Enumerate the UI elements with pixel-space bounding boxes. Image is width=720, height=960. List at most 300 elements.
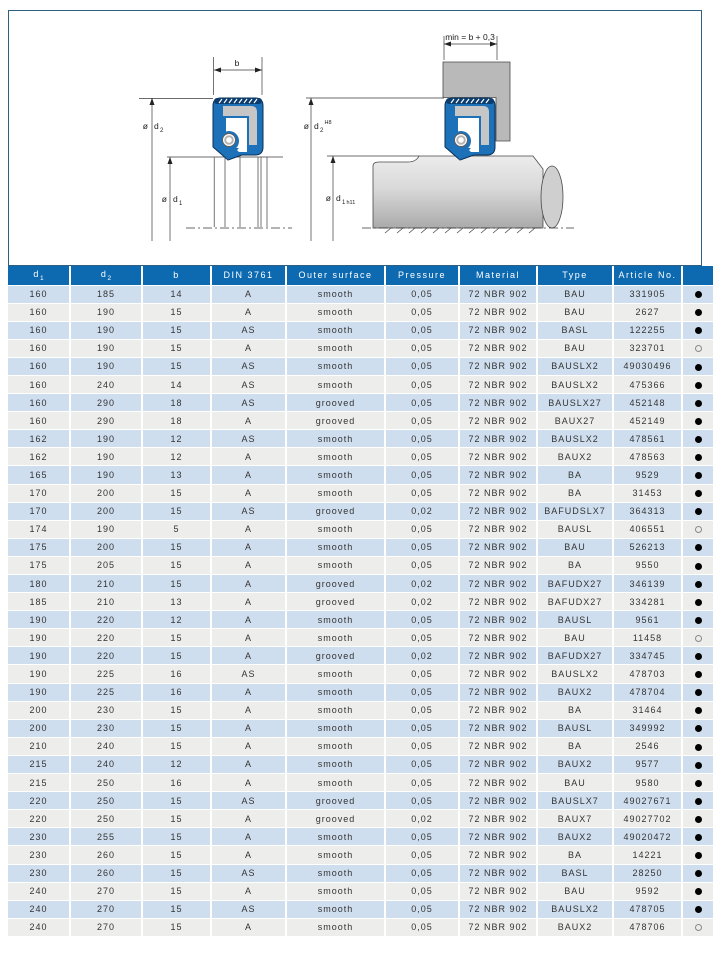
cell-d1: 160 <box>8 394 70 412</box>
cell-d2: 190 <box>70 430 142 448</box>
cell-d1: 190 <box>8 647 70 665</box>
availability-dot <box>695 291 702 298</box>
table-row <box>8 918 713 936</box>
cell-din: A <box>211 647 286 665</box>
surface-hatch <box>385 228 535 233</box>
cell-pressure: 0,05 <box>385 556 459 574</box>
cell-b: 16 <box>142 774 211 792</box>
cell-outer-surface: grooved <box>286 593 385 611</box>
cell-b: 15 <box>142 575 211 593</box>
cell-din: A <box>211 611 286 629</box>
cell-din: AS <box>211 430 286 448</box>
cell-d2: 225 <box>70 665 142 683</box>
cell-type: BA <box>537 737 613 755</box>
cell-b: 18 <box>142 394 211 412</box>
table-row <box>8 466 713 484</box>
dim-d1-label: ø <box>161 193 167 204</box>
cell-type: BAU <box>537 882 613 900</box>
availability-dot <box>695 436 702 443</box>
cell-d2: 210 <box>70 593 142 611</box>
cell-pressure: 0,05 <box>385 484 459 502</box>
availability-dot <box>695 617 702 624</box>
svg-text:2: 2 <box>159 127 163 134</box>
cell-article-no: 334281 <box>613 593 682 611</box>
cell-material: 72 NBR 902 <box>459 575 537 593</box>
table-row <box>8 321 713 339</box>
cell-outer-surface: smooth <box>286 828 385 846</box>
table-row <box>8 665 713 683</box>
cell-b: 15 <box>142 321 211 339</box>
availability-dot <box>695 816 702 823</box>
cell-type: BAFUDX27 <box>537 593 613 611</box>
cell-type: BAUX2 <box>537 755 613 773</box>
availability-dot <box>695 906 702 913</box>
cell-din: AS <box>211 864 286 882</box>
cell-pressure: 0,05 <box>385 285 459 303</box>
cell-d2: 250 <box>70 774 142 792</box>
cell-din: A <box>211 828 286 846</box>
cell-b: 15 <box>142 882 211 900</box>
cell-d1: 174 <box>8 520 70 538</box>
cell-b: 14 <box>142 285 211 303</box>
cell-pressure: 0,05 <box>385 339 459 357</box>
cell-material: 72 NBR 902 <box>459 502 537 520</box>
cell-d1: 240 <box>8 900 70 918</box>
cell-b: 15 <box>142 737 211 755</box>
cell-b: 15 <box>142 846 211 864</box>
cell-type: BAU <box>537 285 613 303</box>
cell-d2: 250 <box>70 792 142 810</box>
cell-pressure: 0,05 <box>385 430 459 448</box>
cell-din: A <box>211 466 286 484</box>
cell-pressure: 0,05 <box>385 864 459 882</box>
cell-pressure: 0,05 <box>385 701 459 719</box>
cell-b: 13 <box>142 593 211 611</box>
cell-article-no: 452149 <box>613 412 682 430</box>
availability-dot <box>695 870 702 877</box>
cell-d2: 200 <box>70 538 142 556</box>
table-row <box>8 882 713 900</box>
cell-din: AS <box>211 502 286 520</box>
cell-availability <box>682 502 713 520</box>
cell-type: BAU <box>537 538 613 556</box>
cell-type: BAUSLX2 <box>537 357 613 375</box>
cell-pressure: 0,05 <box>385 719 459 737</box>
cell-d1: 200 <box>8 701 70 719</box>
dim-b-label: b <box>234 57 239 68</box>
table-row <box>8 774 713 792</box>
cell-outer-surface: smooth <box>286 484 385 502</box>
column-header-pressure: Pressure <box>385 266 459 285</box>
column-header-d2: $d_2$ <box>70 266 142 285</box>
cell-din: A <box>211 846 286 864</box>
cell-d1: 162 <box>8 430 70 448</box>
column-header-availability <box>682 266 713 285</box>
svg-text:H8: H8 <box>324 119 332 126</box>
cell-article-no: 9529 <box>613 466 682 484</box>
cell-d1: 190 <box>8 665 70 683</box>
cell-availability <box>682 466 713 484</box>
cell-d1: 170 <box>8 484 70 502</box>
left-section-view <box>139 57 292 241</box>
cell-outer-surface: grooved <box>286 575 385 593</box>
cell-availability <box>682 303 713 321</box>
cell-type: BAUSL <box>537 719 613 737</box>
availability-dot <box>695 364 702 371</box>
cell-d1: 160 <box>8 375 70 393</box>
availability-dot <box>695 472 702 479</box>
cell-type: BAUSLX2 <box>537 665 613 683</box>
cell-type: BAUX27 <box>537 412 613 430</box>
cell-pressure: 0,05 <box>385 394 459 412</box>
cell-availability <box>682 484 713 502</box>
cell-b: 16 <box>142 683 211 701</box>
cell-d1: 185 <box>8 593 70 611</box>
cell-b: 15 <box>142 810 211 828</box>
cell-b: 5 <box>142 520 211 538</box>
cell-material: 72 NBR 902 <box>459 611 537 629</box>
cell-outer-surface: smooth <box>286 466 385 484</box>
cell-article-no: 406551 <box>613 520 682 538</box>
cell-article-no: 331905 <box>613 285 682 303</box>
cell-type: BAU <box>537 339 613 357</box>
cell-availability <box>682 737 713 755</box>
cell-pressure: 0,05 <box>385 375 459 393</box>
svg-text:d: d <box>153 120 159 131</box>
cell-d1: 160 <box>8 321 70 339</box>
availability-dot <box>695 418 702 425</box>
availability-dot <box>695 744 702 751</box>
cell-d1: 162 <box>8 448 70 466</box>
cell-din: AS <box>211 375 286 393</box>
cell-material: 72 NBR 902 <box>459 647 537 665</box>
right-installation-view <box>303 32 573 241</box>
table-row <box>8 792 713 810</box>
availability-dot <box>695 526 702 533</box>
cell-d1: 175 <box>8 538 70 556</box>
cell-din: A <box>211 285 286 303</box>
cell-d2: 190 <box>70 357 142 375</box>
table-row <box>8 737 713 755</box>
cell-material: 72 NBR 902 <box>459 466 537 484</box>
cell-availability <box>682 575 713 593</box>
cell-type: BA <box>537 466 613 484</box>
cell-b: 12 <box>142 611 211 629</box>
cell-article-no: 478704 <box>613 683 682 701</box>
cell-din: A <box>211 520 286 538</box>
cell-article-no: 478705 <box>613 900 682 918</box>
cell-b: 15 <box>142 719 211 737</box>
cell-pressure: 0,05 <box>385 828 459 846</box>
cell-d2: 220 <box>70 647 142 665</box>
cell-article-no: 49027702 <box>613 810 682 828</box>
cell-article-no: 31453 <box>613 484 682 502</box>
cell-article-no: 9580 <box>613 774 682 792</box>
cell-din: AS <box>211 357 286 375</box>
cell-availability <box>682 611 713 629</box>
cell-type: BAFUDSLX7 <box>537 502 613 520</box>
availability-dot <box>695 689 702 696</box>
availability-dot <box>695 563 702 570</box>
cell-type: BAUX2 <box>537 918 613 936</box>
cell-outer-surface: grooved <box>286 810 385 828</box>
cell-outer-surface: smooth <box>286 520 385 538</box>
cell-d1: 215 <box>8 755 70 773</box>
cell-d1: 160 <box>8 285 70 303</box>
cell-outer-surface: smooth <box>286 321 385 339</box>
availability-dot <box>695 653 702 660</box>
cell-article-no: 28250 <box>613 864 682 882</box>
cell-outer-surface: smooth <box>286 846 385 864</box>
cell-type: BA <box>537 701 613 719</box>
cell-d1: 230 <box>8 828 70 846</box>
cell-d2: 230 <box>70 719 142 737</box>
shaft <box>373 156 543 228</box>
cell-d1: 190 <box>8 611 70 629</box>
cell-din: AS <box>211 900 286 918</box>
cell-type: BAUX2 <box>537 448 613 466</box>
cell-article-no: 334745 <box>613 647 682 665</box>
cell-material: 72 NBR 902 <box>459 412 537 430</box>
cell-din: A <box>211 882 286 900</box>
cell-pressure: 0,05 <box>385 755 459 773</box>
cell-availability <box>682 593 713 611</box>
cell-outer-surface: smooth <box>286 737 385 755</box>
cell-d2: 240 <box>70 375 142 393</box>
cell-din: A <box>211 556 286 574</box>
cell-b: 15 <box>142 357 211 375</box>
technical-drawing <box>8 10 702 266</box>
table-row <box>8 755 713 773</box>
cell-outer-surface: smooth <box>286 864 385 882</box>
table-row <box>8 647 713 665</box>
cell-d1: 230 <box>8 864 70 882</box>
cell-outer-surface: smooth <box>286 430 385 448</box>
cell-outer-surface: smooth <box>286 665 385 683</box>
cell-d1: 170 <box>8 502 70 520</box>
cell-outer-surface: smooth <box>286 755 385 773</box>
cell-outer-surface: smooth <box>286 629 385 647</box>
cell-material: 72 NBR 902 <box>459 357 537 375</box>
cell-article-no: 478561 <box>613 430 682 448</box>
cell-pressure: 0,05 <box>385 846 459 864</box>
availability-dot <box>695 780 702 787</box>
cell-material: 72 NBR 902 <box>459 774 537 792</box>
cell-din: A <box>211 629 286 647</box>
table-row <box>8 430 713 448</box>
cell-pressure: 0,05 <box>385 611 459 629</box>
svg-text:d: d <box>335 192 341 203</box>
cell-pressure: 0,05 <box>385 683 459 701</box>
cell-b: 15 <box>142 339 211 357</box>
table-row <box>8 846 713 864</box>
cell-d1: 240 <box>8 882 70 900</box>
cell-d1: 160 <box>8 412 70 430</box>
cell-pressure: 0,05 <box>385 412 459 430</box>
cell-b: 12 <box>142 755 211 773</box>
header-row <box>8 266 713 285</box>
cell-availability <box>682 339 713 357</box>
cell-material: 72 NBR 902 <box>459 792 537 810</box>
cell-din: A <box>211 737 286 755</box>
cell-material: 72 NBR 902 <box>459 556 537 574</box>
cell-d1: 180 <box>8 575 70 593</box>
cell-d2: 190 <box>70 448 142 466</box>
cell-material: 72 NBR 902 <box>459 882 537 900</box>
cell-pressure: 0,05 <box>385 448 459 466</box>
cell-din: A <box>211 755 286 773</box>
cell-type: BAUSL <box>537 611 613 629</box>
cell-type: BAUSLX2 <box>537 430 613 448</box>
cell-article-no: 478563 <box>613 448 682 466</box>
cell-d2: 270 <box>70 918 142 936</box>
cell-material: 72 NBR 902 <box>459 339 537 357</box>
cell-material: 72 NBR 902 <box>459 828 537 846</box>
column-header-b: b <box>142 266 211 285</box>
column-header-material: Material <box>459 266 537 285</box>
cell-pressure: 0,05 <box>385 900 459 918</box>
cell-pressure: 0,05 <box>385 918 459 936</box>
cell-pressure: 0,02 <box>385 647 459 665</box>
cell-d2: 190 <box>70 339 142 357</box>
cell-d1: 160 <box>8 357 70 375</box>
availability-dot <box>695 762 702 769</box>
cell-article-no: 14221 <box>613 846 682 864</box>
cell-material: 72 NBR 902 <box>459 737 537 755</box>
cell-b: 14 <box>142 375 211 393</box>
cell-b: 12 <box>142 430 211 448</box>
cell-b: 15 <box>142 556 211 574</box>
svg-text:d: d <box>172 193 178 204</box>
cell-material: 72 NBR 902 <box>459 864 537 882</box>
cell-pressure: 0,05 <box>385 774 459 792</box>
table-row <box>8 484 713 502</box>
cell-availability <box>682 900 713 918</box>
cell-outer-surface: smooth <box>286 611 385 629</box>
cell-outer-surface: smooth <box>286 882 385 900</box>
cell-pressure: 0,05 <box>385 321 459 339</box>
table-row <box>8 593 713 611</box>
cell-din: A <box>211 448 286 466</box>
svg-text:1: 1 <box>341 199 345 206</box>
cell-material: 72 NBR 902 <box>459 375 537 393</box>
table-row <box>8 394 713 412</box>
cell-pressure: 0,05 <box>385 665 459 683</box>
cell-d1: 160 <box>8 339 70 357</box>
cell-material: 72 NBR 902 <box>459 701 537 719</box>
cell-type: BA <box>537 556 613 574</box>
svg-text:d: d <box>313 120 319 131</box>
cell-outer-surface: smooth <box>286 303 385 321</box>
cell-d1: 210 <box>8 737 70 755</box>
dim-d2-label: ø <box>142 120 148 131</box>
cell-material: 72 NBR 902 <box>459 755 537 773</box>
cell-d1: 190 <box>8 683 70 701</box>
cell-article-no: 452148 <box>613 394 682 412</box>
cell-material: 72 NBR 902 <box>459 430 537 448</box>
cell-b: 15 <box>142 538 211 556</box>
availability-dot <box>695 707 702 714</box>
cell-availability <box>682 538 713 556</box>
spec-table <box>8 266 713 937</box>
cell-din: A <box>211 593 286 611</box>
cell-outer-surface: smooth <box>286 683 385 701</box>
cell-b: 15 <box>142 647 211 665</box>
cell-b: 15 <box>142 792 211 810</box>
cell-din: A <box>211 683 286 701</box>
cell-article-no: 2546 <box>613 737 682 755</box>
cell-d2: 270 <box>70 882 142 900</box>
spec-table-header <box>8 266 713 285</box>
cell-material: 72 NBR 902 <box>459 593 537 611</box>
cell-availability <box>682 285 713 303</box>
dim-d2H8-label: ø <box>303 120 309 131</box>
cell-outer-surface: smooth <box>286 719 385 737</box>
cell-d2: 255 <box>70 828 142 846</box>
cell-article-no: 49020472 <box>613 828 682 846</box>
cell-outer-surface: smooth <box>286 918 385 936</box>
cell-material: 72 NBR 902 <box>459 303 537 321</box>
cell-din: A <box>211 701 286 719</box>
cell-pressure: 0,02 <box>385 575 459 593</box>
cell-article-no: 11458 <box>613 629 682 647</box>
cell-type: BA <box>537 846 613 864</box>
cell-availability <box>682 665 713 683</box>
availability-dot <box>695 725 702 732</box>
cell-d2: 290 <box>70 412 142 430</box>
table-row <box>8 285 713 303</box>
cell-d2: 240 <box>70 737 142 755</box>
cell-type: BAUSL <box>537 520 613 538</box>
cell-material: 72 NBR 902 <box>459 665 537 683</box>
cell-article-no: 475366 <box>613 375 682 393</box>
availability-dot <box>695 454 702 461</box>
cell-article-no: 364313 <box>613 502 682 520</box>
cell-material: 72 NBR 902 <box>459 484 537 502</box>
cell-availability <box>682 918 713 936</box>
cell-availability <box>682 701 713 719</box>
cell-d2: 240 <box>70 755 142 773</box>
cell-material: 72 NBR 902 <box>459 538 537 556</box>
cell-availability <box>682 321 713 339</box>
cell-availability <box>682 520 713 538</box>
table-row <box>8 864 713 882</box>
cell-b: 15 <box>142 828 211 846</box>
table-row <box>8 810 713 828</box>
cell-material: 72 NBR 902 <box>459 520 537 538</box>
cell-din: A <box>211 484 286 502</box>
cell-b: 15 <box>142 484 211 502</box>
cell-material: 72 NBR 902 <box>459 629 537 647</box>
cell-material: 72 NBR 902 <box>459 846 537 864</box>
table-row <box>8 701 713 719</box>
cell-outer-surface: grooved <box>286 394 385 412</box>
cell-pressure: 0,05 <box>385 303 459 321</box>
cell-d1: 220 <box>8 810 70 828</box>
cell-availability <box>682 394 713 412</box>
cell-outer-surface: grooved <box>286 792 385 810</box>
cell-type: BAUSLX27 <box>537 394 613 412</box>
cell-outer-surface: smooth <box>286 375 385 393</box>
cell-b: 15 <box>142 701 211 719</box>
cell-availability <box>682 810 713 828</box>
cell-type: BAFUDX27 <box>537 575 613 593</box>
table-row <box>8 719 713 737</box>
cell-d2: 205 <box>70 556 142 574</box>
cell-article-no: 9550 <box>613 556 682 574</box>
cell-pressure: 0,02 <box>385 810 459 828</box>
cell-din: AS <box>211 665 286 683</box>
